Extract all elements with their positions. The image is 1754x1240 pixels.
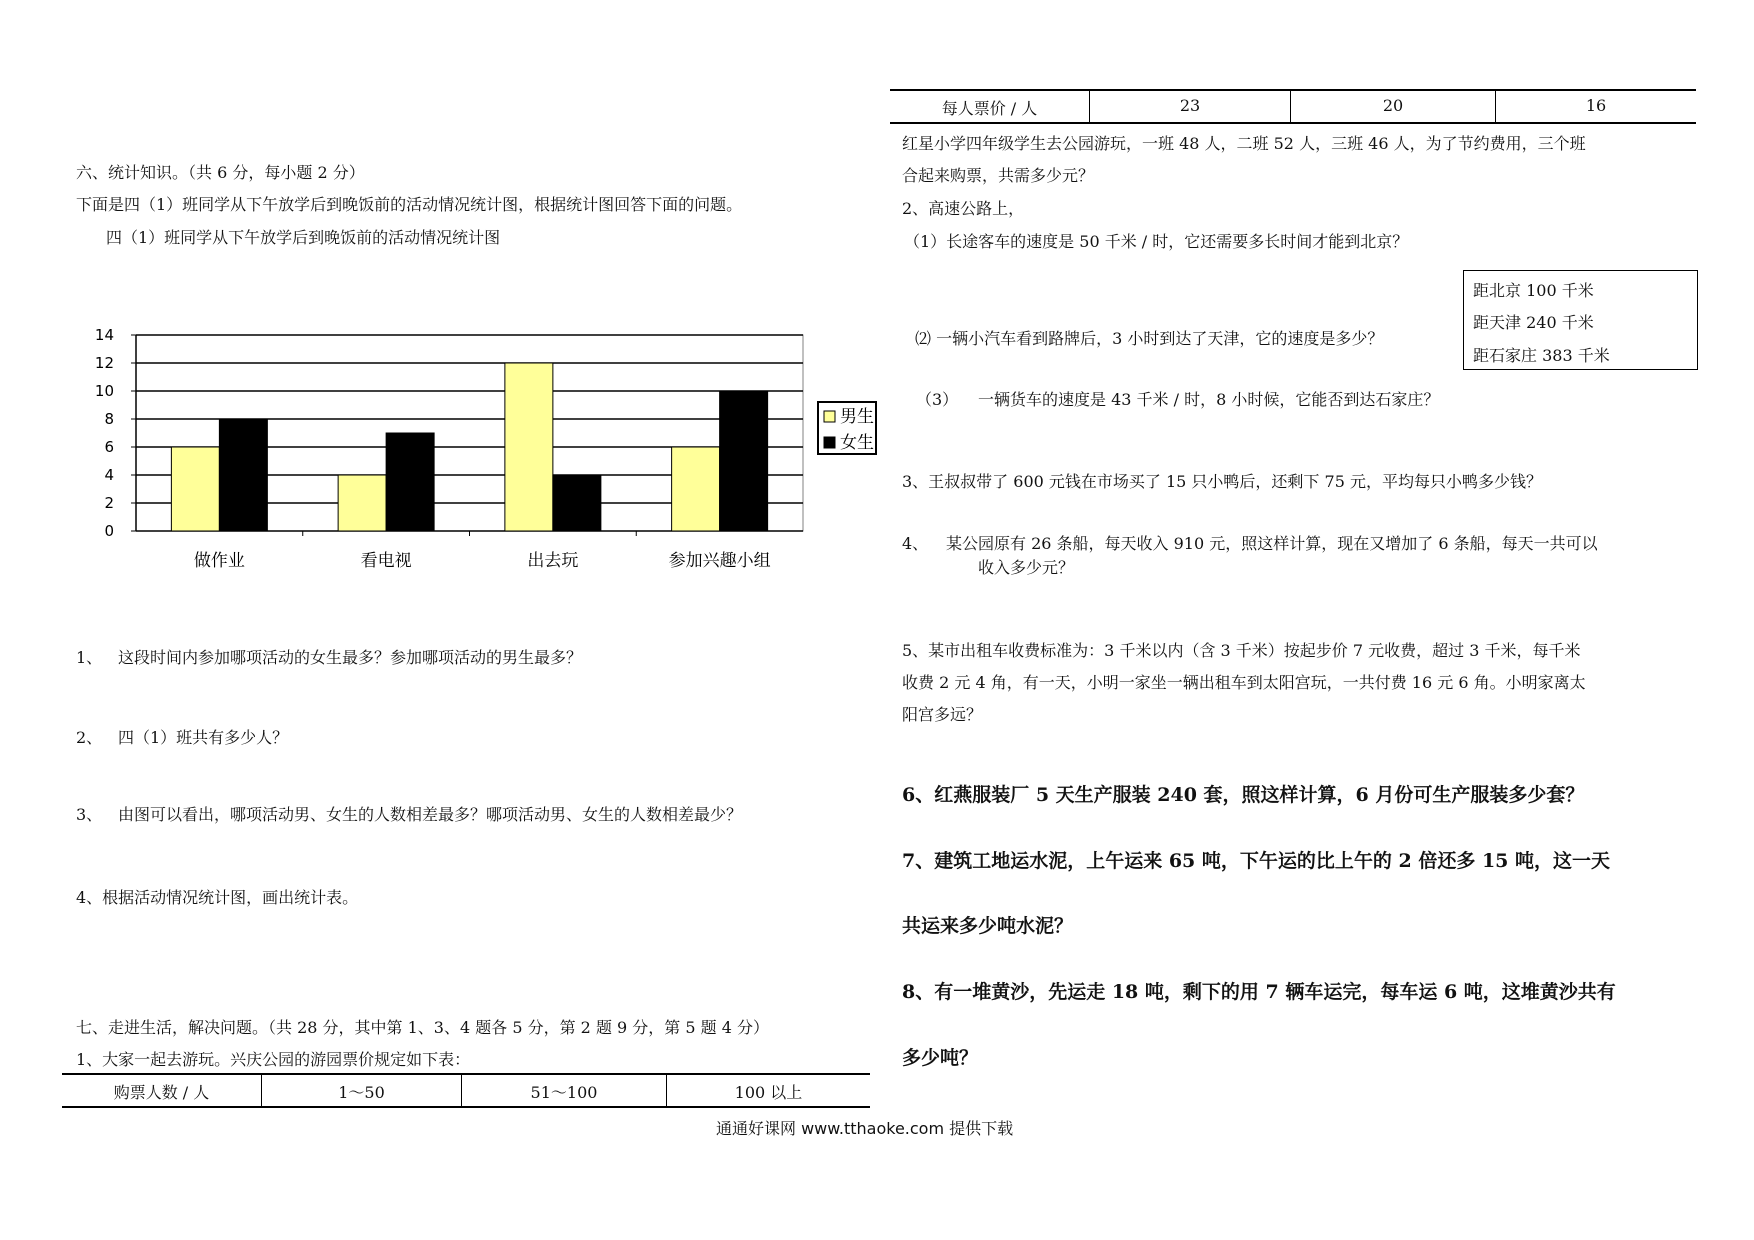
bar-girls xyxy=(553,475,601,531)
table-cell: 20 xyxy=(1382,96,1404,115)
s7-q8-line1: 8、有一堆黄沙，先运走 18 吨，剩下的用 7 辆车运完，每车运 6 吨，这堆黄沙共有 xyxy=(902,981,1616,1003)
legend-label: 女生 xyxy=(840,433,874,453)
table-cell: 16 xyxy=(1585,96,1607,115)
bar-boys xyxy=(171,447,219,531)
table-top-rule xyxy=(62,1073,870,1075)
y-tick-label: 10 xyxy=(94,382,114,400)
ticket-table-price-row xyxy=(890,89,1696,123)
table-cell: 1～50 xyxy=(338,1083,385,1102)
road-sign-line: 距石家庄 383 千米 xyxy=(1473,346,1610,365)
table-cell: 51～100 xyxy=(530,1083,598,1102)
s7-q5-line3: 阳宫多远？ xyxy=(902,705,983,724)
s7-q4-line1: 某公园原有 26 条船，每天收入 910 元，照这样计算，现在又增加了 6 条船，每天一共可以 xyxy=(946,534,1598,553)
legend-swatch xyxy=(824,437,835,448)
question-3: 由图可以看出，哪项活动男、女生的人数相差最多？哪项活动男、女生的人数相差最少？ xyxy=(118,805,743,824)
table-top-rule xyxy=(890,89,1696,91)
table-cell: 每人票价 / 人 xyxy=(941,99,1038,118)
bar-girls xyxy=(386,433,434,531)
question-1: 这段时间内参加哪项活动的女生最多？参加哪项活动的男生最多？ xyxy=(118,648,583,667)
s7-q7-line2: 共运来多少吨水泥？ xyxy=(902,915,1074,937)
footer-credit: 通通好课网 www.tthaoke.com 提供下载 xyxy=(716,1119,1014,1138)
bar-boys xyxy=(505,363,553,531)
s7-q6: 6、红燕服装厂 5 天生产服装 240 套，照这样计算，6 月份可生产服装多少套？ xyxy=(902,784,1585,806)
legend-label: 男生 xyxy=(840,407,874,427)
s7-q2-part1: （1）长途客车的速度是 50 千米 / 时，它还需要多长时间才能到北京？ xyxy=(904,232,1409,251)
s7-q5-line1: 5、某市出租车收费标准为：3 千米以内（含 3 千米）按起步价 7 元收费，超过 3 千米，每千米 xyxy=(902,641,1581,660)
s7-q5-line2: 收费 2 元 4 角，有一天，小明一家坐一辆出租车到太阳宫玩，一共付费 16 元 6 角。小明家离太 xyxy=(902,673,1586,692)
section6-intro: 下面是四（1）班同学从下午放学后到晚饭前的活动情况统计图，根据统计图回答下面的问题。 xyxy=(76,195,743,214)
question-3-number: 3、 xyxy=(76,805,103,824)
bar-chart-svg xyxy=(90,320,880,580)
bar-boys xyxy=(672,447,720,531)
y-tick-label: 4 xyxy=(104,466,114,484)
y-tick-label: 2 xyxy=(104,494,114,512)
s7-q4-number: 4、 xyxy=(902,534,929,553)
question-2-number: 2、 xyxy=(76,728,103,747)
y-tick-label: 0 xyxy=(104,522,114,540)
s7-q2-title: 2、高速公路上， xyxy=(902,199,1025,218)
chart-title: 四（1）班同学从下午放学后到晚饭前的活动情况统计图 xyxy=(106,228,501,247)
y-tick-label: 12 xyxy=(94,354,114,372)
x-category-label: 参加兴趣小组 xyxy=(668,551,771,571)
x-category-label: 出去玩 xyxy=(527,551,579,571)
ticket-table-header-row xyxy=(62,1073,870,1107)
road-sign-line: 距天津 240 千米 xyxy=(1473,313,1594,332)
bar-girls xyxy=(219,419,267,531)
road-sign-line: 距北京 100 千米 xyxy=(1473,281,1594,300)
road-sign xyxy=(1463,270,1698,370)
table-cell: 100 以上 xyxy=(734,1083,803,1102)
x-category-label: 看电视 xyxy=(360,551,412,571)
s7-q2-part3-number: （3） xyxy=(916,390,959,409)
table-cell: 23 xyxy=(1179,96,1201,115)
question-2: 四（1）班共有多少人？ xyxy=(118,728,289,747)
table-bottom-rule xyxy=(62,1106,870,1108)
y-tick-label: 14 xyxy=(94,326,114,344)
bar-girls xyxy=(720,391,768,531)
bar-chart xyxy=(90,320,880,580)
s7-q7-line1: 7、建筑工地运水泥，上午运来 65 吨，下午运的比上午的 2 倍还多 15 吨，这一天 xyxy=(902,850,1611,872)
s7-q1-text-line2: 合起来购票，共需多少元？ xyxy=(902,166,1095,185)
table-cell: 购票人数 / 人 xyxy=(113,1083,210,1102)
s7-q8-line2: 多少吨？ xyxy=(902,1047,979,1069)
bar-boys xyxy=(338,475,386,531)
s7-q1-text-line1: 红星小学四年级学生去公园游玩，一班 48 人，二班 52 人，三班 46 人，为了节约费用，三个班 xyxy=(902,134,1586,153)
s7-q2-part2: ⑵ 一辆小汽车看到路牌后，3 小时到达了天津，它的速度是多少？ xyxy=(915,329,1384,348)
s7-q4-line2: 收入多少元？ xyxy=(978,558,1075,577)
question-1-number: 1、 xyxy=(76,648,103,667)
s7-q3: 3、王叔叔带了 600 元钱在市场买了 15 只小鸭后，还剩下 75 元，平均每只小鸭多少钱？ xyxy=(902,472,1542,491)
x-category-label: 做作业 xyxy=(193,551,245,571)
table-bottom-rule xyxy=(890,122,1696,124)
section7-title: 七、走进生活，解决问题。（共 28 分，其中第 1、3、4 题各 5 分，第 2 题 9 分，第 5 题 4 分） xyxy=(76,1018,770,1037)
y-tick-label: 8 xyxy=(104,410,114,428)
section6-title: 六、统计知识。（共 6 分，每小题 2 分） xyxy=(76,163,365,182)
question-4: 4、根据活动情况统计图，画出统计表。 xyxy=(76,888,359,907)
legend-swatch xyxy=(824,411,835,422)
s7-q2-part3: 一辆货车的速度是 43 千米 / 时，8 小时候，它能否到达石家庄？ xyxy=(978,390,1440,409)
section7-question-1: 1、大家一起去游玩。兴庆公园的游园票价规定如下表： xyxy=(76,1050,471,1069)
y-tick-label: 6 xyxy=(104,438,114,456)
